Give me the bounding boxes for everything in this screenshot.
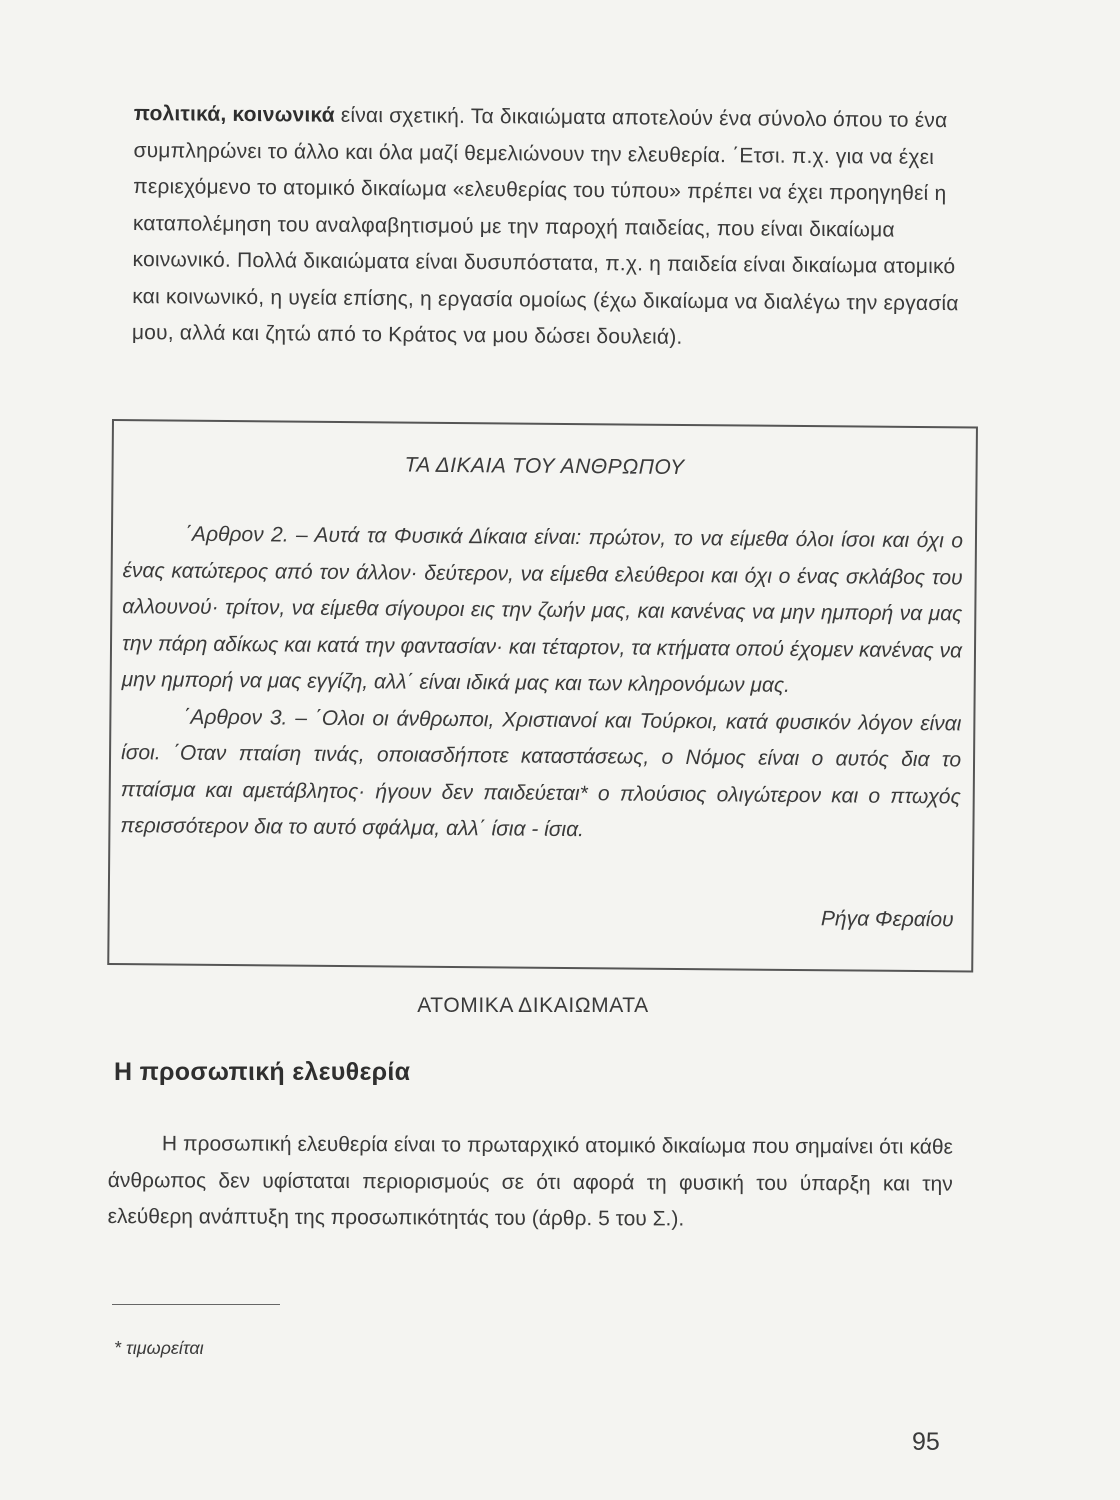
quote-author: Ρήγα Φεραίου: [820, 907, 954, 932]
quote-text: [120, 516, 963, 852]
section-heading: ΑΤΟΜΙΚΑ ΔΙΚΑΙΩΜΑΤΑ: [417, 994, 649, 1017]
intro-bold-lead: πολιτικά, κοινωνικά: [133, 101, 335, 127]
quote-title: ΤΑ ΔΙΚΑΙΑ ΤΟΥ ΑΝΘΡΩΠΟΥ: [404, 453, 685, 479]
body-paragraph: Η προσωπική ελευθερία είναι το πρωταρχικό ατομικό δικαίωμα που σημαίνει ότι κάθε άνθρωπος δεν υφίσταται περιορισμούς σε ότι αφορά τη φυσική του ύπαρξη και την ελεύθερη ανάπτυξη της προσωπικότητάς του (άρθρ. 5 του Σ.).: [107, 1132, 953, 1231]
quote-box: [107, 419, 978, 973]
subheading: Η προσωπική ελευθερία: [114, 1058, 411, 1086]
intro-paragraph: [132, 96, 974, 359]
footnote-divider: [112, 1304, 280, 1305]
intro-text: είναι σχετική. Τα δικαιώματα αποτελούν ένα σύνολο όπου το ένα συμπληρώνει το άλλο και όλα μαζί θεμελιώνουν την ελευθερία. ΄Ετσι. π.χ. για να έχει περιεχόμενο το ατομικό δικαίωμα «ελευθερίας του τύπου» πρέπει να έχει προηγηθεί η καταπολέμηση του αναλφαβητισμού με την παροχή παιδείας, που είναι δικαίωμα κοινωνικό. Πολλά δικαιώματα είναι δυσυπόστατα, π.χ. η παιδεία είναι δικαίωμα ατομικό και κοινωνικό, η υγεία επίσης, η εργασία ομοίως (έχω δικαίωμα να διαλέγω την εργασία μου, αλλά και ζητώ από το Κράτος να μου δώσει δουλειά).: [131, 103, 959, 349]
article-3: ΄Αρθρον 3. – ΄Ολοι οι άνθρωποι, Χριστιανοί και Τούρκοι, κατά φυσικόν λόγον είναι ίσοι. ΄Οταν πταίση τινάς, οποιασδήποτε καταστάσεως, ο Νόμος είναι ο αυτός δια το πταίσμα και αμετάβλητος· ήγουν δεν παιδεύεται* ο πλούσιος ολιγώτερον και ο πτωχός περισσότερον δια το αυτό σφάλμα, αλλ΄ ίσια - ίσια.: [120, 705, 962, 842]
footnote: * τιμωρείται: [114, 1338, 204, 1358]
article-2: ΄Αρθρον 2. – Αυτά τα Φυσικά Δίκαια είναι: πρώτον, το να είμεθα όλοι ίσοι και όχι ο ένας κατώτερος από τον άλλον· δεύτερον, να είμεθα ελεύθεροι και όχι ο ένας σκλάβος του αλλουνού· τρίτον, να είμεθα σίγουροι εις την ζωήν μας, και κανένας να μην ημπορή να μας την πάρη αδίκως και κατά την φαντασίαν· και τέταρτον, τα κτήματα οπού έχομεν κανένας να μην ημπορή να μας εγγίζη, αλλ΄ είναι ιδικά μας και των κληρονόμων μας.: [121, 522, 964, 697]
page-number: 95: [912, 1428, 940, 1456]
